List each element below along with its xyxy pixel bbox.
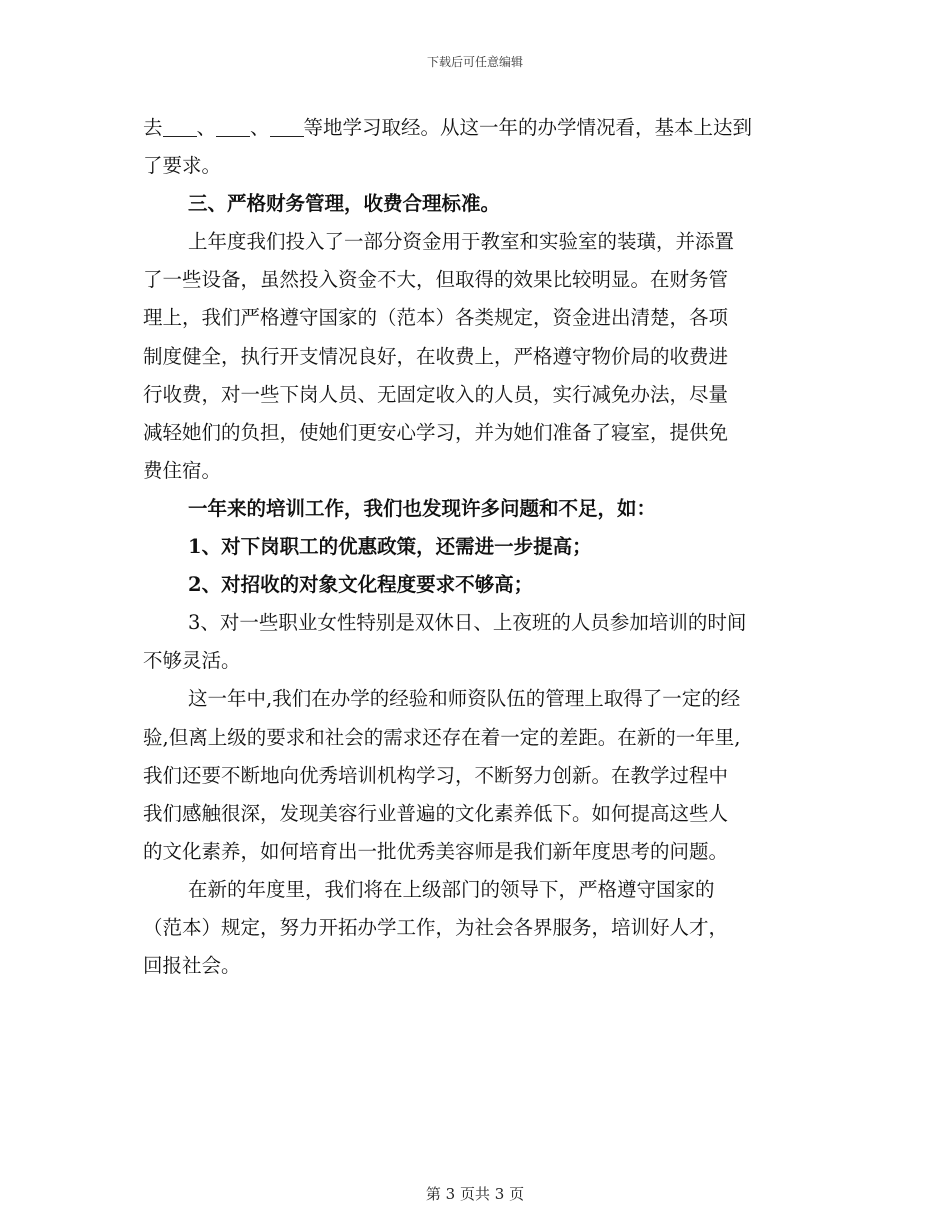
heading-line: 一年来的培训工作，我们也发现许多问题和不足，如： [188, 496, 657, 520]
paragraph-line [143, 109, 813, 147]
heading-line: 2、对招收的对象文化程度要求不够高； [188, 573, 534, 597]
heading-line: 三、严格财务管理，收费合理标准。 [188, 192, 501, 216]
paragraph-lines [143, 147, 813, 985]
paragraph-line: 费住宿。 [143, 458, 222, 482]
paragraph-line: 行收费，对一些下岗人员、无固定收入的人员，实行减免办法，尽量 [143, 382, 729, 406]
paragraph-line: 我们感触很深，发现美容行业普遍的文化素养低下。如何提高这些人 [143, 801, 729, 825]
paragraph-line: 回报社会。 [143, 954, 241, 978]
paragraph-line: 上年度我们投入了一部分资金用于教室和实验室的装璜，并添置 [188, 230, 735, 254]
line-suffix: 等地学习取经。从这一年的办学情况看，基本上达到 [303, 116, 753, 139]
heading-line: 1、对下岗职工的优惠政策，还需进一步提高； [188, 535, 592, 559]
paragraph-line: 3、对一些职业女性特别是双休日、上夜班的人员参加培训的时间 [188, 611, 747, 635]
fill-in-blank [163, 116, 197, 137]
paragraph-line: 验,但离上级的要求和社会的需求还存在着一定的差距。在新的一年里, [143, 725, 741, 749]
paragraph-line: 制度健全，执行开支情况良好，在收费上，严格遵守物价局的收费进 [143, 344, 729, 368]
paragraph-line: 理上，我们严格遵守国家的（范本）各类规定，资金进出清楚，各项 [143, 306, 729, 330]
paragraph-line: 这一年中,我们在办学的经验和师资队伍的管理上取得了一定的经 [188, 687, 741, 711]
blank-separator: 、 [250, 116, 270, 139]
paragraph-line: 不够灵活。 [143, 649, 241, 673]
blank-separator: 、 [196, 116, 217, 139]
paragraph-line: 了一些设备，虽然投入资金不大，但取得的效果比较明显。在财务管 [143, 268, 729, 292]
paragraph-line: 减轻她们的负担，使她们更安心学习，并为她们准备了寝室，提供免 [143, 420, 729, 444]
document-body [143, 109, 813, 985]
line-prefix: 去 [143, 116, 163, 139]
fill-in-blank [216, 116, 250, 137]
page-header: 下载后可任意编辑 [426, 55, 523, 69]
paragraph-line: 了要求。 [143, 154, 222, 178]
paragraph-line: 的文化素养，如何培育出一批优秀美容师是我们新年度思考的问题。 [143, 839, 729, 863]
paragraph-line: 我们还要不断地向优秀培训机构学习，不断努力创新。在教学过程中 [143, 763, 729, 787]
paragraph-line: （范本）规定，努力开拓办学工作，为社会各界服务，培训好人才， [143, 915, 729, 939]
page-footer: 第 3 页共 3 页 [425, 1185, 525, 1203]
paragraph-line: 在新的年度里，我们将在上级部门的领导下，严格遵守国家的 [188, 877, 715, 901]
fill-in-blank [270, 116, 304, 137]
